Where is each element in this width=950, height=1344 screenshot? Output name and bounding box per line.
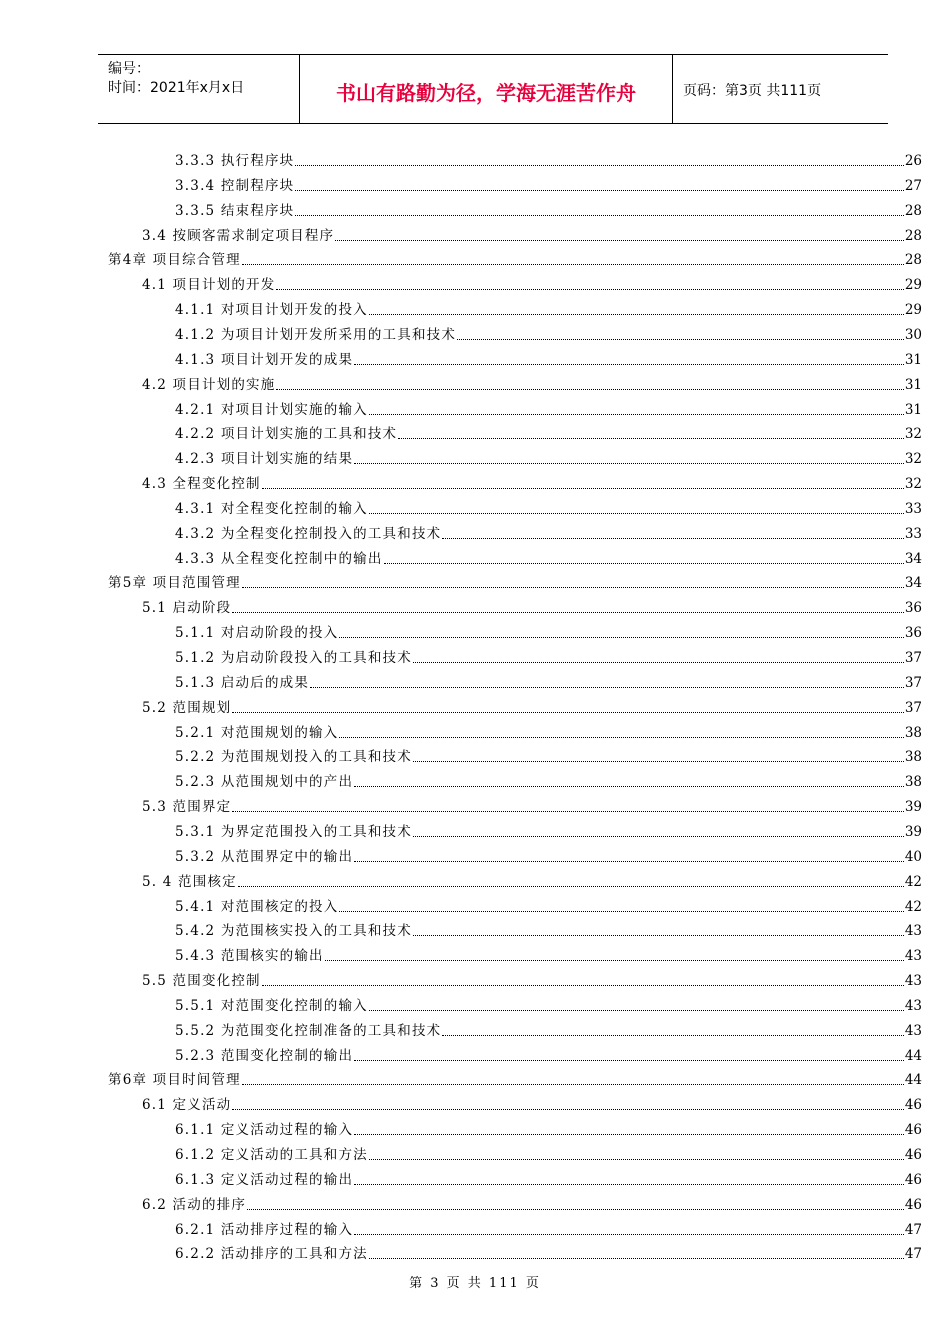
toc-entry-page-number: 32 — [904, 451, 922, 468]
toc-entry[interactable] — [175, 1169, 922, 1189]
toc-dot-leader — [262, 488, 904, 489]
toc-entry-title: 5.2 范围规划 — [142, 699, 232, 716]
toc-entry-title: 6.1.2 定义活动的工具和方法 — [175, 1147, 368, 1163]
toc-entry[interactable] — [175, 200, 922, 220]
toc-entry[interactable] — [142, 871, 922, 891]
toc-entry[interactable] — [175, 1045, 922, 1065]
toc-dot-leader — [310, 687, 904, 688]
toc-entry-title: 5.5.1 对范围变化控制的输入 — [175, 997, 368, 1014]
toc-dot-leader — [238, 886, 904, 887]
toc-dot-leader — [369, 1258, 904, 1259]
toc-dot-leader — [398, 438, 904, 439]
header-page-cell — [673, 55, 888, 123]
toc-entry-page-number: 44 — [904, 1072, 922, 1089]
toc-dot-leader — [354, 861, 904, 862]
toc-dot-leader — [354, 463, 904, 464]
toc-entry[interactable] — [108, 572, 922, 592]
toc-entry-title: 5.1.2 为启动阶段投入的工具和技术 — [175, 650, 412, 666]
toc-entry[interactable] — [175, 299, 922, 319]
toc-dot-leader — [339, 911, 903, 912]
toc-entry[interactable] — [108, 1069, 922, 1089]
toc-entry-title: 5.3.1 为界定范围投入的工具和技术 — [175, 823, 412, 840]
toc-entry[interactable] — [142, 597, 922, 617]
toc-entry[interactable] — [142, 374, 922, 394]
toc-entry-title: 4.1.1 对项目计划开发的投入 — [175, 302, 368, 319]
toc-entry-title: 5.2.3 范围变化控制的输出 — [175, 1047, 354, 1064]
toc-entry-title: 第4章 项目综合管理 — [108, 252, 241, 269]
toc-entry-page-number: 46 — [904, 1147, 922, 1163]
toc-entry[interactable] — [175, 1119, 922, 1139]
toc-entry-title: 5.2.2 为范围规划投入的工具和技术 — [175, 749, 412, 766]
toc-entry-title: 5.4.1 对范围核定的投入 — [175, 898, 339, 915]
toc-entry-title: 6.1 定义活动 — [142, 1097, 232, 1114]
toc-entry-page-number: 30 — [904, 326, 922, 343]
toc-entry-title: 3.4 按顾客需求制定项目程序 — [142, 227, 335, 244]
toc-entry-title: 6.2.2 活动排序的工具和方法 — [175, 1246, 368, 1263]
toc-entry-page-number: 46 — [904, 1097, 922, 1114]
toc-entry-page-number: 29 — [904, 302, 922, 319]
toc-entry[interactable] — [142, 1194, 922, 1214]
toc-entry-page-number: 32 — [904, 476, 922, 493]
toc-dot-leader — [232, 811, 903, 812]
toc-dot-leader — [247, 1209, 904, 1210]
toc-entry-title: 5.1 启动阶段 — [142, 600, 232, 617]
toc-entry-page-number: 27 — [904, 177, 922, 194]
toc-entry-page-number: 33 — [904, 525, 922, 542]
toc-entry-page-number: 31 — [904, 376, 922, 393]
toc-entry[interactable] — [142, 697, 922, 717]
header-meta-cell — [98, 55, 300, 123]
toc-entry[interactable] — [175, 548, 922, 568]
toc-entry-page-number: 26 — [904, 153, 922, 169]
toc-dot-leader — [232, 1109, 903, 1110]
toc-entry-page-number: 43 — [904, 997, 922, 1014]
toc-entry-page-number: 37 — [904, 674, 922, 691]
toc-entry-page-number: 37 — [904, 699, 922, 716]
toc-entry[interactable] — [108, 249, 922, 269]
toc-dot-leader — [295, 215, 903, 216]
toc-entry[interactable] — [142, 274, 922, 294]
toc-entry-page-number: 43 — [904, 973, 922, 990]
toc-dot-leader — [339, 637, 903, 638]
toc-entry-page-number: 43 — [904, 1022, 922, 1039]
toc-entry-page-number: 31 — [904, 401, 922, 418]
toc-entry[interactable] — [175, 771, 922, 791]
toc-dot-leader — [369, 414, 904, 415]
toc-entry-page-number: 28 — [904, 227, 922, 244]
toc-entry[interactable] — [175, 423, 922, 443]
toc-dot-leader — [442, 538, 903, 539]
toc-dot-leader — [262, 985, 904, 986]
toc-entry-title: 5.4.3 范围核实的输出 — [175, 948, 324, 965]
toc-entry[interactable] — [175, 349, 922, 369]
toc-dot-leader — [413, 836, 904, 837]
toc-entry-title: 5. 4 范围核定 — [142, 873, 237, 890]
toc-entry[interactable] — [175, 672, 922, 692]
toc-dot-leader — [335, 240, 904, 241]
toc-dot-leader — [295, 190, 903, 191]
toc-entry[interactable] — [175, 399, 922, 419]
toc-entry-title: 6.2.1 活动排序过程的输入 — [175, 1221, 354, 1238]
toc-entry-title: 5.2.3 从范围规划中的产出 — [175, 774, 354, 791]
toc-entry[interactable] — [175, 1243, 922, 1263]
toc-entry-title: 3.3.5 结束程序块 — [175, 202, 295, 219]
toc-entry-page-number: 40 — [904, 848, 922, 865]
toc-entry[interactable] — [175, 175, 922, 195]
toc-entry-page-number: 32 — [904, 426, 922, 443]
toc-entry-page-number: 34 — [904, 550, 922, 567]
toc-entry-page-number: 33 — [904, 500, 922, 517]
toc-dot-leader — [413, 935, 904, 936]
toc-entry-title: 6.1.1 定义活动过程的输入 — [175, 1122, 354, 1139]
toc-dot-leader — [369, 1010, 904, 1011]
toc-entry-page-number: 36 — [904, 600, 922, 617]
toc-entry-title: 5.1.1 对启动阶段的投入 — [175, 625, 339, 642]
toc-entry-title: 4.1 项目计划的开发 — [142, 277, 276, 294]
toc-entry-title: 5.4.2 为范围核实投入的工具和技术 — [175, 923, 412, 940]
toc-entry-title: 第6章 项目时间管理 — [108, 1072, 241, 1089]
toc-entry-page-number: 36 — [904, 625, 922, 642]
toc-entry-title: 4.3.1 对全程变化控制的输入 — [175, 500, 368, 517]
toc-entry-title: 3.3.3 执行程序块 — [175, 153, 295, 169]
toc-entry-page-number: 28 — [904, 202, 922, 219]
toc-dot-leader — [354, 1184, 904, 1185]
toc-entry-page-number: 31 — [904, 351, 922, 368]
toc-entry[interactable] — [175, 722, 922, 742]
toc-dot-leader — [339, 737, 903, 738]
toc-dot-leader — [413, 662, 904, 663]
toc-dot-leader — [242, 587, 904, 588]
toc-dot-leader — [413, 761, 904, 762]
toc-entry-page-number: 29 — [904, 277, 922, 294]
toc-entry-title: 6.1.3 定义活动过程的输出 — [175, 1171, 354, 1188]
toc-entry-page-number: 46 — [904, 1196, 922, 1213]
document-time-label: 时间：2021年x月x日 — [108, 80, 245, 96]
toc-entry-title: 4.2 项目计划的实施 — [142, 376, 276, 393]
toc-entry-page-number: 43 — [904, 923, 922, 940]
toc-entry-page-number: 42 — [904, 873, 922, 890]
toc-entry[interactable] — [142, 225, 922, 245]
toc-entry[interactable] — [175, 846, 922, 866]
toc-entry[interactable] — [175, 448, 922, 468]
toc-dot-leader — [354, 1234, 904, 1235]
toc-entry[interactable] — [142, 970, 922, 990]
toc-dot-leader — [354, 1060, 904, 1061]
toc-dot-leader — [295, 165, 903, 166]
toc-entry-title: 第5章 项目范围管理 — [108, 575, 241, 592]
toc-entry[interactable] — [142, 796, 922, 816]
toc-entry-title: 4.1.2 为项目计划开发所采用的工具和技术 — [175, 326, 457, 343]
header-motto-cell — [300, 55, 673, 123]
toc-dot-leader — [242, 1084, 904, 1085]
toc-entry-title: 5.5.2 为范围变化控制准备的工具和技术 — [175, 1022, 442, 1039]
toc-dot-leader — [384, 563, 904, 564]
toc-entry[interactable] — [142, 473, 922, 493]
toc-entry[interactable] — [175, 498, 922, 518]
toc-entry-page-number: 46 — [904, 1122, 922, 1139]
toc-dot-leader — [457, 339, 904, 340]
toc-entry[interactable] — [175, 896, 922, 916]
toc-entry[interactable] — [175, 622, 922, 642]
toc-entry[interactable] — [175, 995, 922, 1015]
toc-dot-leader — [354, 786, 904, 787]
toc-entry[interactable] — [175, 523, 922, 543]
toc-entry[interactable] — [142, 1094, 922, 1114]
toc-entry-page-number: 44 — [904, 1047, 922, 1064]
toc-entry-page-number: 47 — [904, 1221, 922, 1238]
toc-dot-leader — [369, 513, 904, 514]
toc-dot-leader — [325, 960, 904, 961]
toc-entry[interactable] — [175, 1219, 922, 1239]
page-footer-number: 第 3 页 共 111 页 — [409, 1276, 541, 1291]
toc-entry-title: 4.3.3 从全程变化控制中的输出 — [175, 550, 383, 567]
toc-entry-page-number: 43 — [904, 948, 922, 965]
toc-entry[interactable] — [175, 945, 922, 965]
toc-entry[interactable] — [175, 647, 922, 667]
toc-entry-page-number: 38 — [904, 749, 922, 766]
toc-dot-leader — [354, 1134, 904, 1135]
toc-entry-title: 5.3 范围界定 — [142, 799, 232, 816]
toc-entry-page-number: 37 — [904, 650, 922, 666]
toc-entry[interactable] — [175, 150, 922, 170]
toc-entry-title: 4.3 全程变化控制 — [142, 476, 261, 493]
toc-entry-title: 4.2.3 项目计划实施的结果 — [175, 451, 354, 468]
toc-dot-leader — [369, 1159, 904, 1160]
toc-entry-title: 4.1.3 项目计划开发的成果 — [175, 351, 354, 368]
toc-entry[interactable] — [175, 746, 922, 766]
toc-entry-page-number: 42 — [904, 898, 922, 915]
page-header — [98, 54, 888, 124]
toc-entry[interactable] — [175, 1144, 922, 1164]
toc-entry-title: 5.3.2 从范围界定中的输出 — [175, 848, 354, 865]
toc-entry[interactable] — [175, 324, 922, 344]
toc-entry-page-number: 34 — [904, 575, 922, 592]
toc-dot-leader — [276, 289, 903, 290]
header-page-info: 页码：第3页 共111页 — [683, 83, 822, 99]
toc-entry-page-number: 38 — [904, 774, 922, 791]
toc-dot-leader — [442, 1035, 903, 1036]
toc-entry-title: 3.3.4 控制程序块 — [175, 177, 295, 194]
toc-entry-title: 4.2.2 项目计划实施的工具和技术 — [175, 426, 398, 443]
toc-entry[interactable] — [175, 920, 922, 940]
toc-entry-title: 6.2 活动的排序 — [142, 1196, 247, 1213]
toc-entry-page-number: 38 — [904, 724, 922, 741]
toc-entry-page-number: 46 — [904, 1171, 922, 1188]
toc-dot-leader — [276, 389, 903, 390]
toc-dot-leader — [232, 712, 903, 713]
toc-dot-leader — [242, 264, 904, 265]
toc-entry-page-number: 39 — [904, 799, 922, 816]
toc-entry-title: 5.2.1 对范围规划的输入 — [175, 724, 339, 741]
toc-dot-leader — [354, 364, 904, 365]
toc-entry-page-number: 39 — [904, 823, 922, 840]
toc-entry-title: 5.1.3 启动后的成果 — [175, 674, 310, 691]
header-motto: 书山有路勤为径，学海无涯苦作舟 — [336, 81, 636, 105]
toc-entry-page-number: 28 — [904, 252, 922, 269]
document-number-label: 编号： — [108, 61, 150, 77]
toc-entry-title: 4.3.2 为全程变化控制投入的工具和技术 — [175, 525, 442, 542]
toc-entry-page-number: 47 — [904, 1246, 922, 1263]
toc-entry-title: 5.5 范围变化控制 — [142, 973, 261, 990]
toc-entry[interactable] — [175, 1020, 922, 1040]
toc-dot-leader — [369, 314, 904, 315]
toc-entry-title: 4.2.1 对项目计划实施的输入 — [175, 401, 368, 418]
toc-entry[interactable] — [175, 821, 922, 841]
toc-dot-leader — [232, 612, 903, 613]
